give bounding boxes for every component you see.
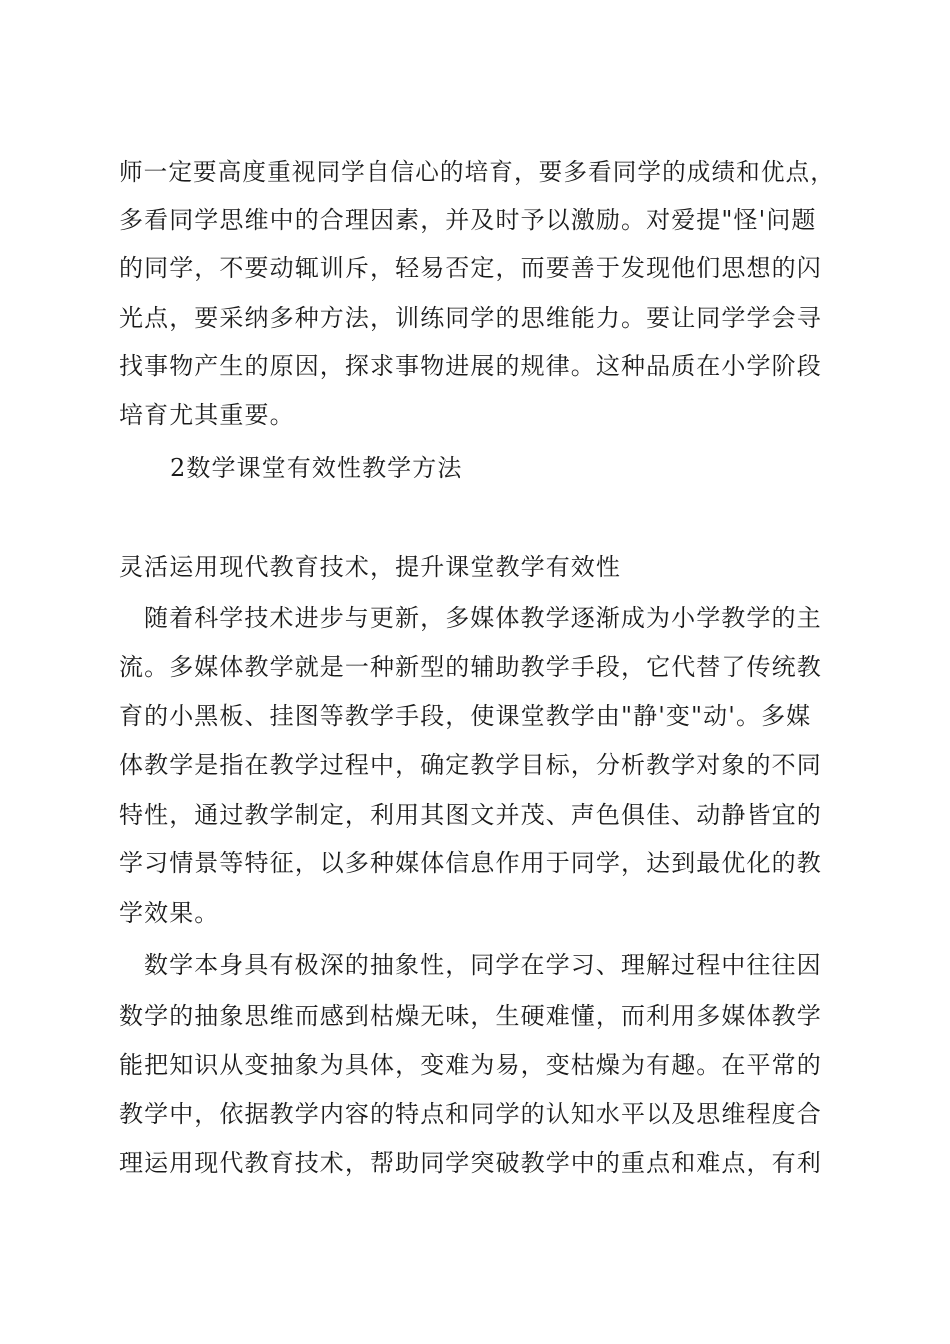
paragraph-3-line-5: 理运用现代教育技术，帮助同学突破教学中的重点和难点，有利 bbox=[119, 1149, 822, 1177]
paragraph-2-line-2: 流。多媒体教学就是一种新型的辅助教学手段，它代替了传统教 bbox=[119, 653, 822, 681]
paragraph-1-line-3: 的同学，不要动辄训斥，轻易否定，而要善于发现他们思想的闪 bbox=[119, 254, 822, 282]
subheading: 灵活运用现代教育技术，提升课堂教学有效性 bbox=[119, 553, 621, 581]
paragraph-3-line-4: 教学中，依据教学内容的特点和同学的认知水平以及思维程度合 bbox=[119, 1100, 822, 1128]
paragraph-1-line-2: 多看同学思维中的合理因素，并及时予以激励。对爱提"怪'问题 bbox=[119, 206, 817, 234]
section-heading: 2数学课堂有效性教学方法 bbox=[170, 454, 463, 482]
paragraph-2-line-7: 学效果。 bbox=[119, 899, 220, 927]
paragraph-3-line-1: 数学本身具有极深的抽象性，同学在学习、理解过程中往往因 bbox=[144, 951, 822, 979]
paragraph-3-line-3: 能把知识从变抽象为具体，变难为易，变枯燥为有趣。在平常的 bbox=[119, 1051, 822, 1079]
paragraph-3-line-2: 数学的抽象思维而感到枯燥无味，生硬难懂，而利用多媒体教学 bbox=[119, 1002, 822, 1030]
paragraph-1-line-4: 光点，要采纳多种方法，训练同学的思维能力。要让同学学会寻 bbox=[119, 304, 822, 332]
paragraph-2-line-3: 育的小黑板、挂图等教学手段，使课堂教学由"静'变"动'。多媒 bbox=[119, 702, 812, 730]
paragraph-1-line-5: 找事物产生的原因，探求事物进展的规律。这种品质在小学阶段 bbox=[119, 352, 822, 380]
paragraph-2-line-6: 学习情景等特征，以多种媒体信息作用于同学，达到最优化的教 bbox=[119, 849, 822, 877]
paragraph-2-line-4: 体教学是指在教学过程中，确定教学目标，分析教学对象的不同 bbox=[119, 751, 822, 779]
paragraph-2-line-5: 特性，通过教学制定，利用其图文并茂、声色俱佳、动静皆宜的 bbox=[119, 801, 822, 829]
paragraph-2-line-1: 随着科学技术进步与更新，多媒体教学逐渐成为小学教学的主 bbox=[144, 604, 822, 632]
paragraph-1-line-6: 培育尤其重要。 bbox=[119, 401, 295, 429]
paragraph-1-line-1: 师一定要高度重视同学自信心的培育，要多看同学的成绩和优点， bbox=[119, 158, 835, 186]
